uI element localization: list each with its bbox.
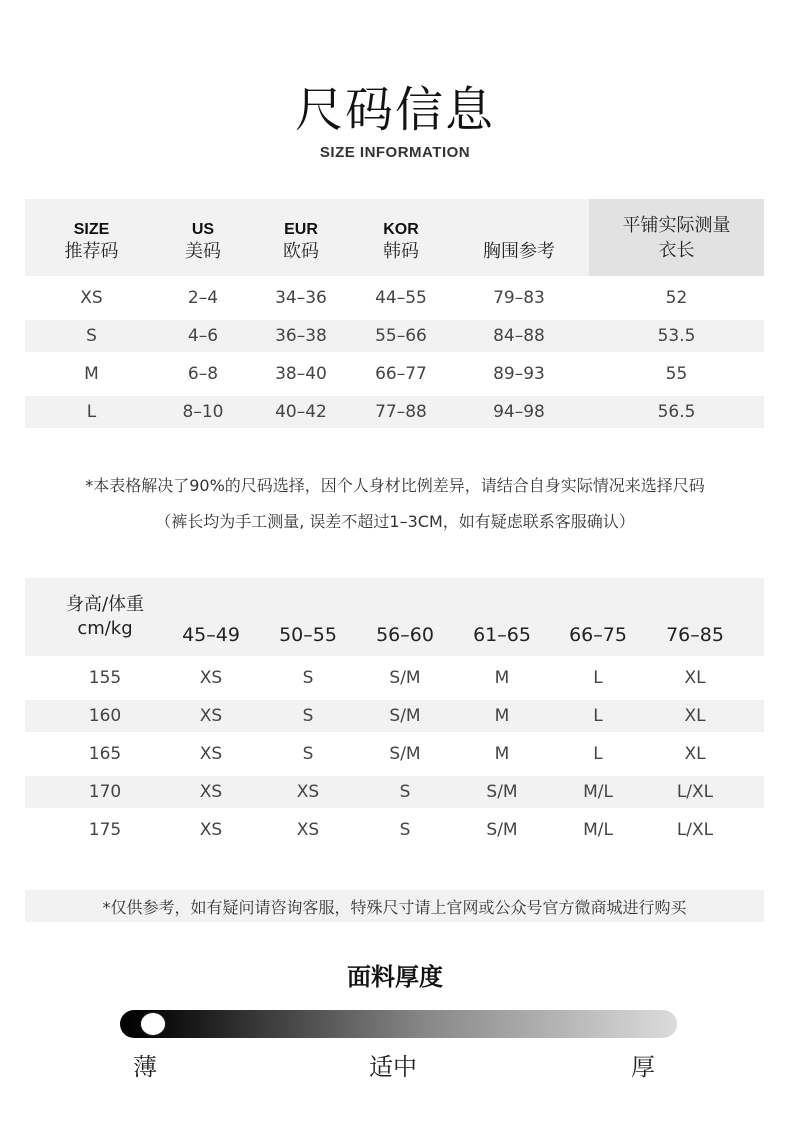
header-kor — [351, 199, 451, 276]
table-row — [25, 352, 764, 396]
cell-height: 155 — [88, 668, 122, 688]
header-weight: 76–85 — [666, 624, 724, 646]
thickness-indicator — [140, 1012, 166, 1036]
cell-length: 56.5 — [657, 402, 696, 422]
cell-height: 170 — [88, 782, 122, 802]
cell-size: L — [593, 706, 603, 726]
table-row — [25, 276, 764, 320]
header-eur-en: EUR — [284, 221, 318, 238]
cell-size: S/M — [486, 820, 518, 840]
header-chest-zh: 胸围参考 — [483, 241, 555, 262]
size-table-body — [25, 276, 764, 428]
cell-length: 53.5 — [657, 326, 696, 346]
cell-length: 52 — [665, 288, 688, 308]
header-size-zh: 推荐码 — [64, 241, 119, 262]
cell-height: 165 — [88, 744, 122, 764]
header-weight: 45–49 — [182, 624, 240, 646]
header-eur-zh: 欧码 — [283, 241, 319, 262]
cell-us: 8–10 — [182, 402, 224, 422]
header-us — [153, 199, 253, 276]
cell-size: M — [84, 364, 99, 384]
cell-height: 160 — [88, 706, 122, 726]
cell-size: S/M — [389, 744, 421, 764]
cell-size: XS — [199, 668, 223, 688]
cell-chest: 94–98 — [493, 402, 545, 422]
cell-size: S — [302, 706, 314, 726]
fit-table-footnote: *仅供参考，如有疑问请咨询客服，特殊尺寸请上官网或公众号官方微商城进行购买 — [25, 890, 764, 922]
cell-size: L/XL — [676, 782, 714, 802]
cell-size: XS — [296, 820, 320, 840]
fit-table-body — [25, 656, 764, 852]
cell-kor: 44–55 — [375, 288, 427, 308]
cell-size: S — [86, 326, 97, 346]
cell-eur: 34–36 — [275, 288, 327, 308]
cell-kor: 55–66 — [375, 326, 427, 346]
header-weight: 50–55 — [279, 624, 337, 646]
fit-table-header — [25, 578, 764, 656]
table-row — [25, 776, 764, 808]
cell-length: 55 — [665, 364, 688, 384]
table-row — [25, 808, 764, 852]
cell-us: 6–8 — [187, 364, 219, 384]
table-row — [25, 732, 764, 776]
cell-size: XS — [199, 706, 223, 726]
cell-size: XL — [684, 706, 706, 726]
page-subtitle: SIZE INFORMATION — [319, 144, 471, 161]
cell-size: S/M — [389, 668, 421, 688]
cell-size: L — [86, 402, 97, 422]
cell-size: L — [593, 668, 603, 688]
header-us-en: US — [191, 221, 215, 238]
cell-height: 175 — [88, 820, 122, 840]
cell-eur: 40–42 — [275, 402, 327, 422]
header-weight: 56–60 — [376, 624, 434, 646]
cell-chest: 89–93 — [493, 364, 545, 384]
header-length-line2: 衣长 — [658, 239, 695, 261]
header-weight: 61–65 — [473, 624, 531, 646]
thickness-label-medium: 适中 — [369, 1053, 417, 1081]
table-row — [25, 320, 764, 352]
page-title: 尺码信息 — [294, 82, 495, 138]
cell-size: M — [494, 744, 510, 764]
cell-size: M — [494, 668, 510, 688]
cell-eur: 36–38 — [275, 326, 327, 346]
cell-chest: 84–88 — [493, 326, 545, 346]
measure-note: （裤长均为手工测量, 误差不超过1–3CM，如有疑虑联系客服确认） — [155, 512, 635, 531]
header-kor-zh: 韩码 — [383, 241, 419, 262]
header-kor-en: KOR — [383, 221, 419, 238]
cell-size: M — [494, 706, 510, 726]
cell-kor: 66–77 — [375, 364, 427, 384]
cell-size: L — [593, 744, 603, 764]
cell-size: S — [399, 820, 411, 840]
header-corner-line2: cm/kg — [77, 618, 133, 639]
thickness-label-thin: 薄 — [133, 1053, 157, 1081]
cell-size: S/M — [389, 706, 421, 726]
cell-size: M/L — [583, 820, 613, 840]
cell-size: XL — [684, 668, 706, 688]
cell-size: XS — [199, 782, 223, 802]
table-row — [25, 656, 764, 700]
cell-size: XS — [80, 288, 103, 308]
cell-eur: 38–40 — [275, 364, 327, 384]
cell-size: XS — [199, 744, 223, 764]
fit-table — [25, 578, 764, 852]
header-height-weight — [45, 578, 165, 656]
header-chest — [465, 199, 573, 276]
header-eur — [251, 199, 351, 276]
cell-size: L/XL — [676, 820, 714, 840]
cell-size: S — [302, 744, 314, 764]
table-row — [25, 700, 764, 732]
cell-size: XS — [199, 820, 223, 840]
size-table — [25, 199, 764, 428]
header-length — [589, 199, 764, 276]
header-length-line1: 平铺实际测量 — [622, 214, 731, 236]
cell-size: S/M — [486, 782, 518, 802]
table-row — [25, 396, 764, 428]
thickness-label-thick: 厚 — [631, 1053, 655, 1081]
cell-size: S — [399, 782, 411, 802]
header-size — [25, 199, 158, 276]
cell-kor: 77–88 — [375, 402, 427, 422]
thickness-bar — [120, 1010, 677, 1038]
cell-size: S — [302, 668, 314, 688]
thickness-title: 面料厚度 — [347, 963, 443, 991]
size-note: *本表格解决了90%的尺码选择，因个人身材比例差异，请结合自身实际情况来选择尺码 — [85, 476, 705, 495]
header-us-zh: 美码 — [185, 241, 221, 262]
cell-size: XS — [296, 782, 320, 802]
size-table-header — [25, 199, 764, 276]
cell-us: 2–4 — [187, 288, 219, 308]
header-corner-line1: 身高/体重 — [65, 594, 145, 615]
cell-chest: 79–83 — [493, 288, 545, 308]
header-weight: 66–75 — [569, 624, 627, 646]
cell-size: M/L — [583, 782, 613, 802]
header-size-en: SIZE — [73, 221, 110, 238]
cell-size: XL — [684, 744, 706, 764]
cell-us: 4–6 — [187, 326, 219, 346]
